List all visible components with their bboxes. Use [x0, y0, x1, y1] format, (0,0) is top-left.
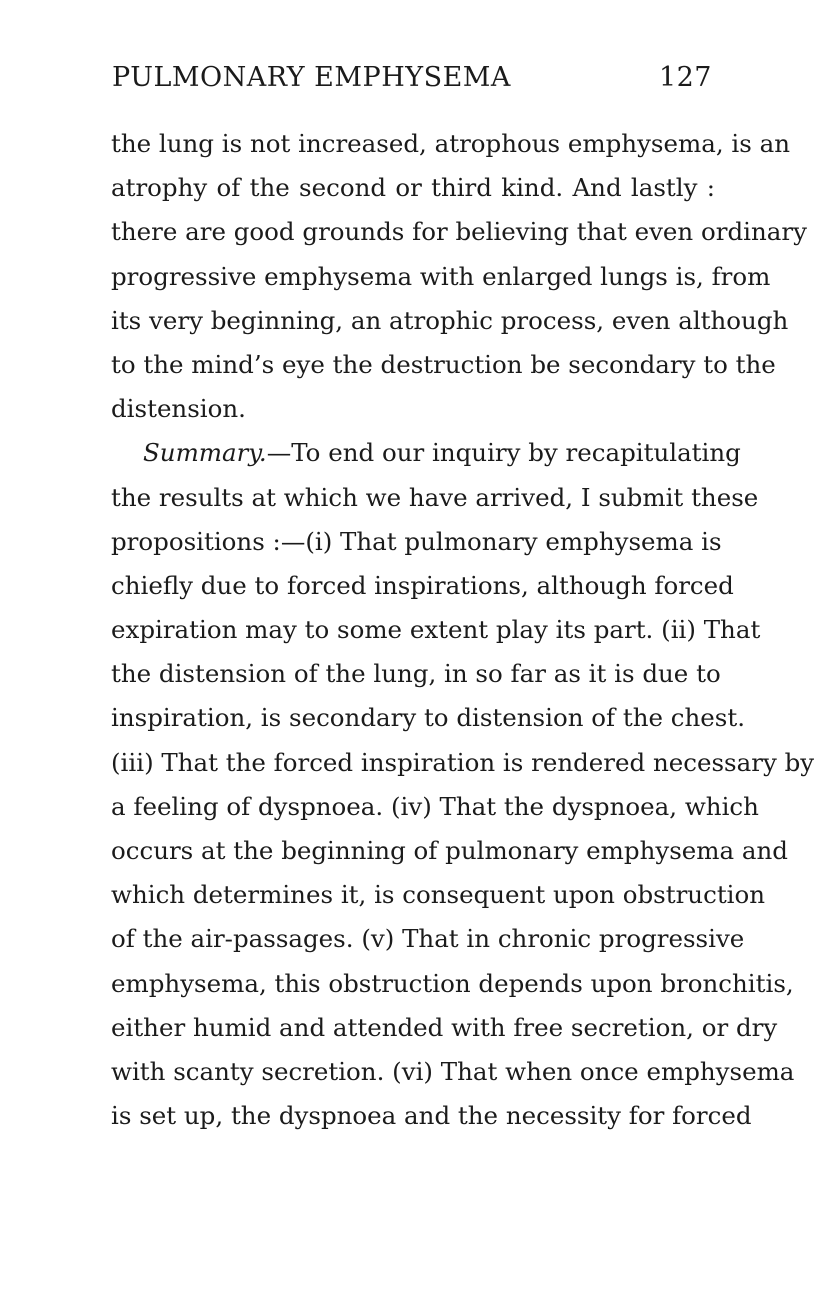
text-line: expiration may to some extent play its part. (ii) That: [111, 615, 761, 645]
text-line: a feeling of dyspnoea. (iv) That the dyspnoea, which: [111, 791, 759, 821]
text-line: chiefly due to forced inspirations, although forced: [111, 570, 734, 600]
summary-heading: Summary.: [143, 438, 267, 468]
text-line: (iii) That the forced inspiration is rendered necessary by: [111, 747, 814, 777]
text-line: there are good grounds for believing that even ordinary: [111, 217, 807, 247]
text-line: its very beginning, an atrophic process, even although: [111, 305, 789, 335]
text-line: the lung is not increased, atrophous emphysema, is an: [111, 129, 790, 158]
text-line: propositions :—(i) That pulmonary emphysema is: [111, 526, 722, 556]
text-line: of the air-passages. (v) That in chronic progressive: [111, 924, 745, 954]
text-line: which determines it, is consequent upon obstruction: [111, 880, 766, 910]
text-line: the distension of the lung, in so far as it is due to: [111, 659, 721, 689]
paragraph-1: [111, 122, 807, 431]
summary-first-line: —To end our inquiry by recapitulating: [266, 438, 741, 468]
text-line: inspiration, is secondary to distension of the chest.: [111, 703, 746, 733]
page-header: [112, 62, 712, 102]
text-line: is set up, the dyspnoea and the necessity for forced: [111, 1101, 752, 1131]
text-line: [111, 431, 741, 475]
text-line: the results at which we have arrived, I submit these: [111, 482, 759, 512]
text-line: atrophy of the second or third kind. And lastly :: [111, 173, 715, 203]
paragraph-2: [111, 431, 814, 1138]
text-line: either humid and attended with free secretion, or dry: [111, 1012, 778, 1042]
text-line: distension.: [111, 394, 246, 424]
page-number: 127: [658, 62, 712, 93]
text-line: emphysema, this obstruction depends upon bronchitis,: [111, 968, 794, 998]
running-title: PULMONARY EMPHYSEMA: [112, 62, 511, 93]
body-text: [111, 122, 814, 1138]
text-line: occurs at the beginning of pulmonary emphysema and: [111, 836, 788, 865]
text-line: progressive emphysema with enlarged lungs is, from: [111, 261, 771, 291]
text-line: with scanty secretion. (vi) That when once emphysema: [111, 1056, 795, 1086]
text-line: to the mind’s eye the destruction be secondary to the: [111, 349, 776, 379]
